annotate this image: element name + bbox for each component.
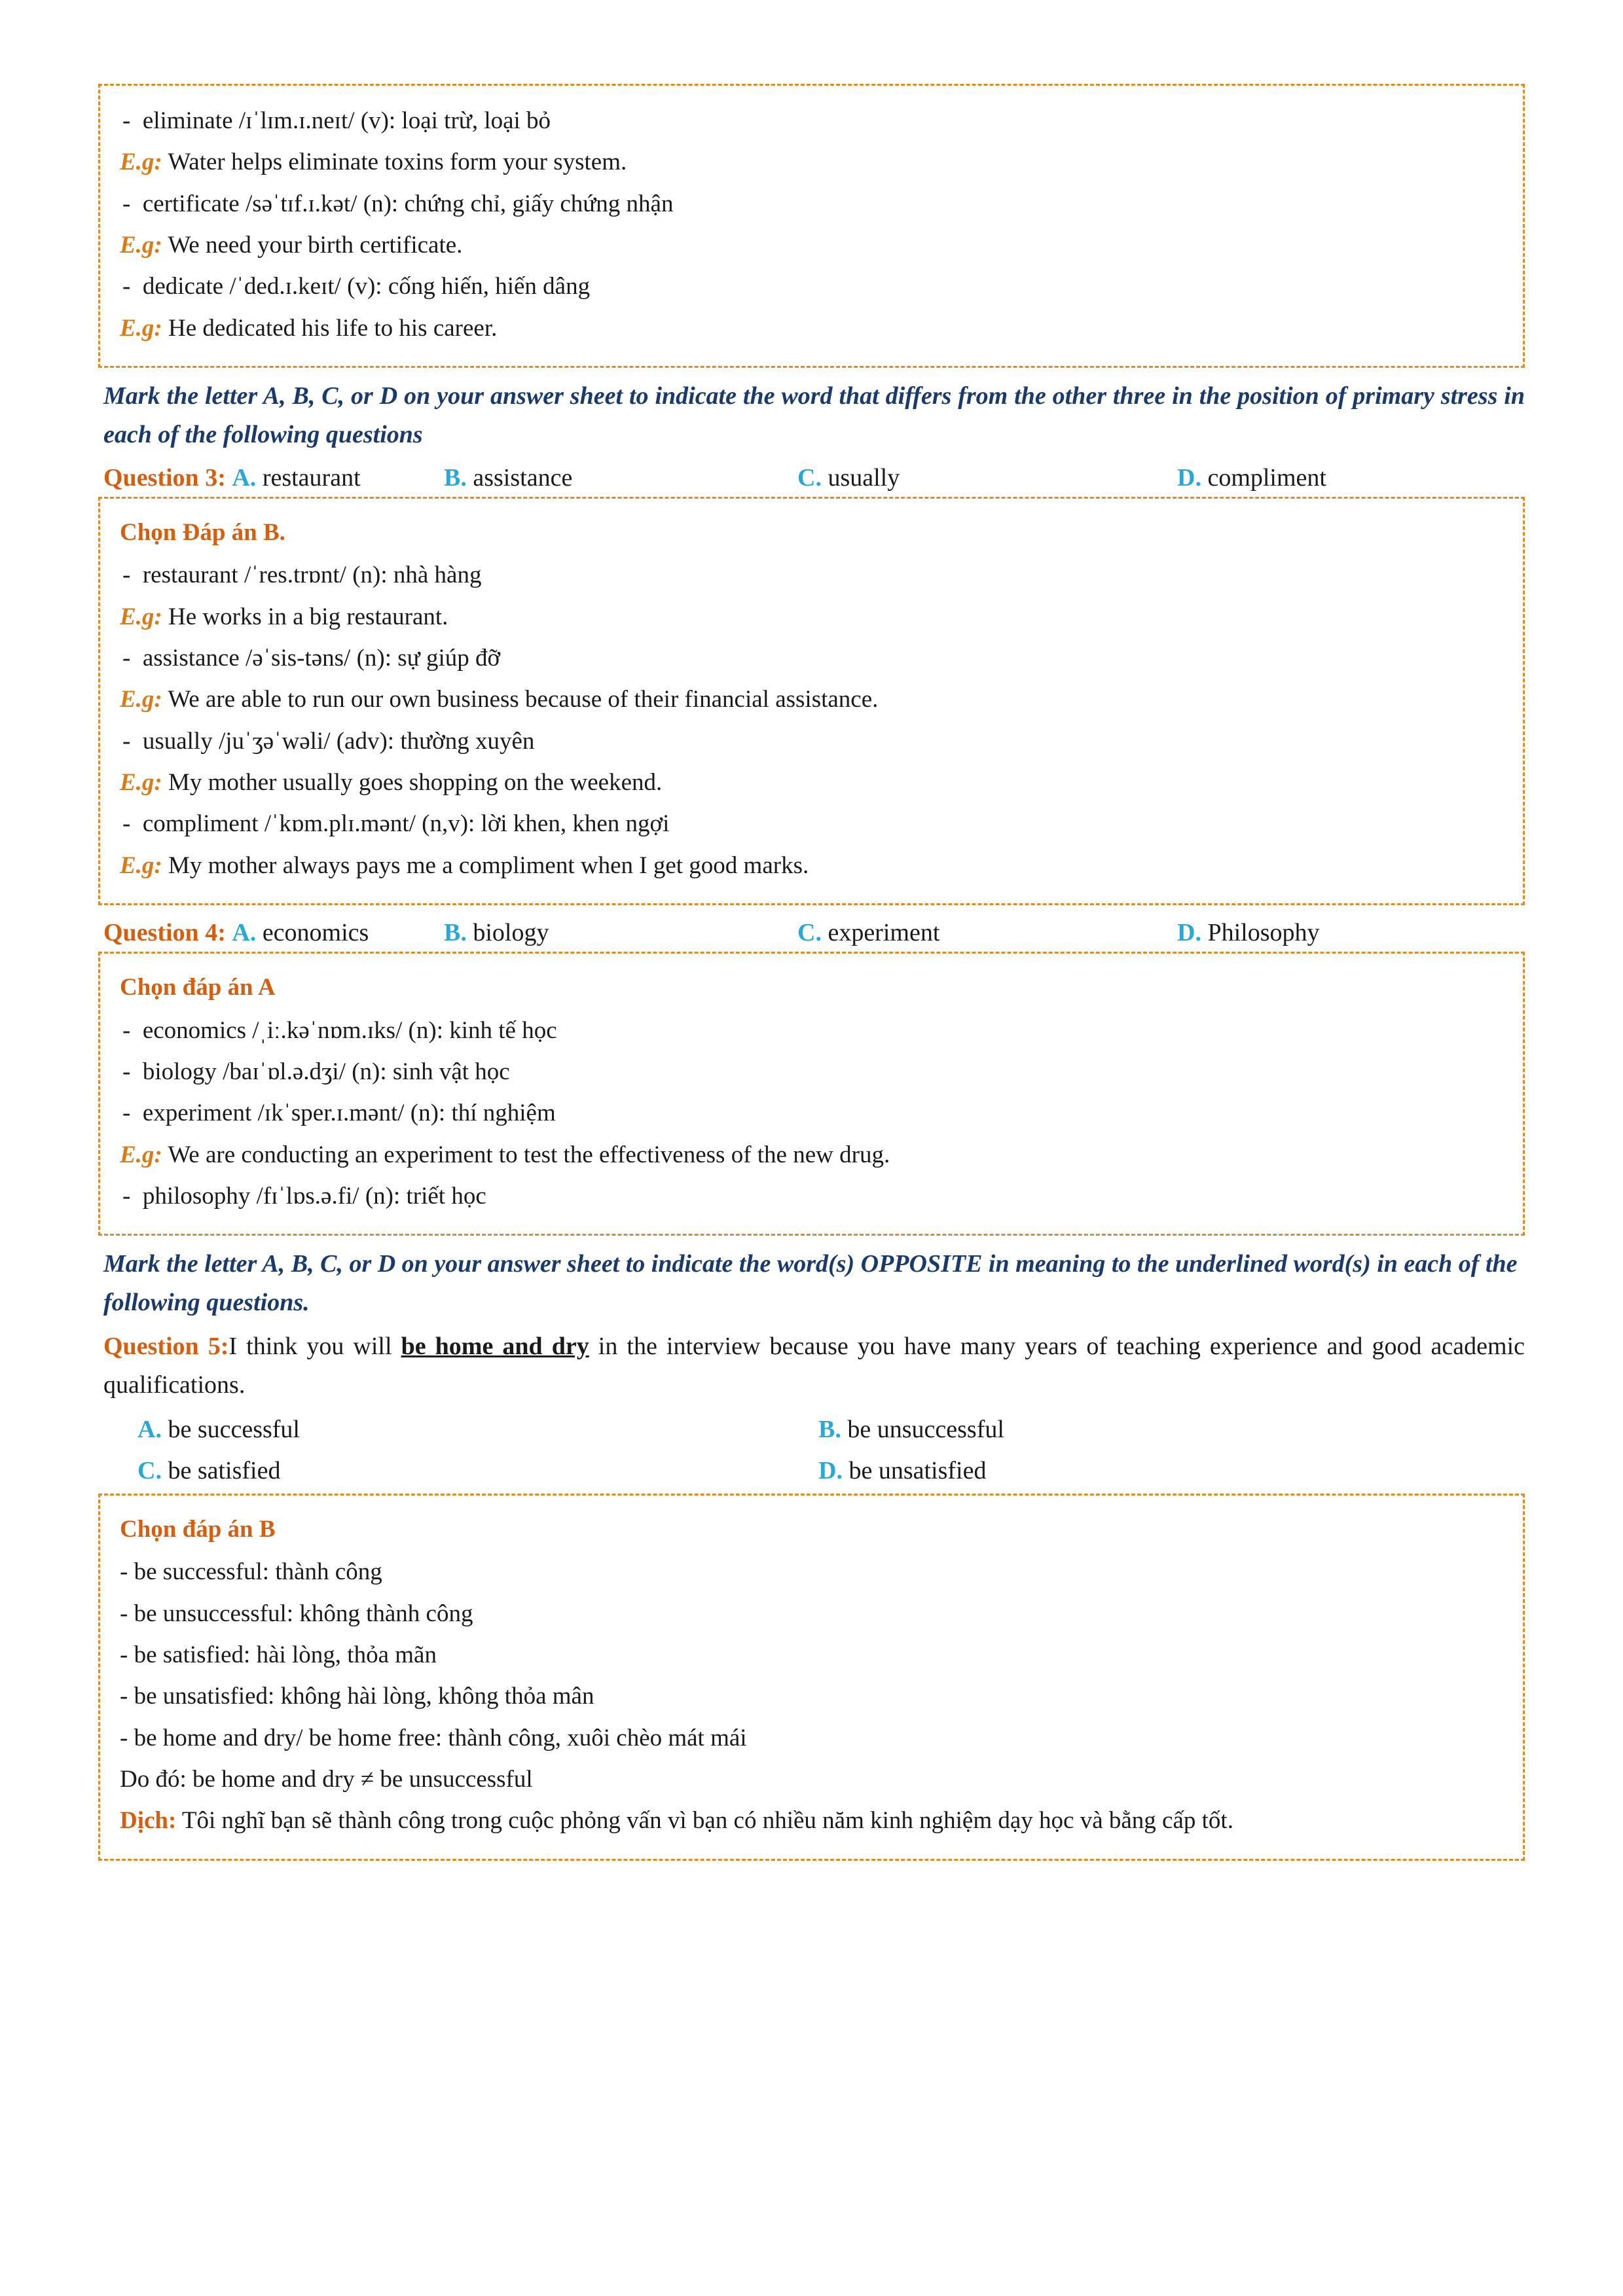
question-4-option-b[interactable] bbox=[444, 914, 797, 952]
question-3-label: Question 3: bbox=[103, 463, 226, 492]
answer-box-question-3 bbox=[98, 497, 1525, 905]
example-line bbox=[120, 762, 1503, 803]
question-3-option-d[interactable] bbox=[1177, 459, 1504, 497]
option-letter-d[interactable]: D. bbox=[1177, 919, 1201, 947]
option-letter-b[interactable]: B. bbox=[444, 463, 467, 492]
question-5-option-c[interactable] bbox=[137, 1452, 818, 1490]
vocab-text: economics /ˌiː.kəˈnɒm.ɪks/ (n): kinh tế học bbox=[142, 1016, 557, 1044]
question-4-label: Question 4: bbox=[103, 919, 226, 947]
option-text-b[interactable]: be unsuccessful bbox=[847, 1415, 1004, 1443]
vocab-line: - compliment /ˈkɒm.plɪ.mənt/ (n,v): lời khen, khen ngợi bbox=[122, 810, 670, 838]
question-5-option-d[interactable] bbox=[818, 1452, 1499, 1490]
vocab-line: - eliminate /ɪˈlɪm.ɪ.neɪt/ (v): loại trừ, loại bỏ bbox=[122, 107, 551, 134]
answer-box-question-5 bbox=[98, 1494, 1525, 1861]
vocab-text: philosophy /fɪˈlɒs.ə.fi/ (n): triết học bbox=[142, 1182, 486, 1210]
eg-label: E.g: bbox=[120, 686, 162, 713]
vocab-line: - restaurant /ˈres.trɒnt/ (n): nhà hàng bbox=[122, 562, 482, 589]
vocab-text: experiment /ɪkˈsper.ɪ.mənt/ (n): thí nghiệm bbox=[142, 1100, 556, 1127]
vocab-line: - experiment /ɪkˈsper.ɪ.mənt/ (n): thí nghiệm bbox=[122, 1100, 556, 1127]
eg-label: E.g: bbox=[120, 314, 162, 342]
option-letter-b[interactable]: B. bbox=[818, 1415, 841, 1443]
vocab-text: biology /baɪˈɒl.ə.dʒi/ (n): sinh vật học bbox=[142, 1058, 510, 1085]
example-text: Water helps eliminate toxins form your system. bbox=[168, 149, 627, 176]
translation-text: Tôi nghĩ bạn sẽ thành công trong cuộc phỏng vấn vì bạn có nhiều năm kinh nghiệm dạy học và bằng cấp tốt. bbox=[181, 1807, 1233, 1835]
option-text-a[interactable]: restaurant bbox=[262, 463, 361, 492]
option-text-d[interactable]: be unsatisfied bbox=[848, 1456, 987, 1484]
question-4-option-d[interactable] bbox=[1177, 914, 1504, 952]
example-text: He dedicated his life to his career. bbox=[168, 314, 498, 342]
vocab-line: - philosophy /fɪˈlɒs.ə.fi/ (n): triết học bbox=[122, 1182, 486, 1210]
question-5-option-a[interactable] bbox=[137, 1411, 818, 1448]
option-letter-c[interactable]: C. bbox=[137, 1456, 162, 1484]
question-5-options-row-2 bbox=[98, 1452, 1525, 1490]
option-text-d[interactable]: compliment bbox=[1207, 463, 1326, 492]
vocab-text: compliment /ˈkɒm.plɪ.mənt/ (n,v): lời khen, khen ngợi bbox=[142, 810, 670, 838]
option-letter-c[interactable]: C. bbox=[797, 919, 822, 947]
question-5-label: Question 5: bbox=[103, 1333, 229, 1361]
option-text-c[interactable]: be satisfied bbox=[168, 1456, 281, 1484]
option-text-a[interactable]: be successful bbox=[168, 1415, 300, 1443]
translation-label: Dịch: bbox=[120, 1807, 177, 1835]
vocab-text: certificate /səˈtɪf.ɪ.kət/ (n): chứng chỉ, giấy chứng nhận bbox=[142, 190, 674, 217]
instruction-opposite: Mark the letter A, B, C, or D on your answer sheet to indicate the word(s) OPPOSITE in meaning to the underlined word(s) in each of the following questions. bbox=[103, 1250, 1518, 1317]
question-5-stem-after: in the interview because you have many years of teaching experience and good academic qualifications. bbox=[103, 1333, 1525, 1399]
eg-label: E.g: bbox=[120, 769, 162, 797]
answer-heading: Chọn đáp án B bbox=[120, 1515, 276, 1543]
question-5-options-row-1 bbox=[98, 1411, 1525, 1448]
example-line bbox=[120, 308, 1503, 349]
answer-line: - be successful: thành công bbox=[120, 1558, 382, 1586]
vocab-text: restaurant /ˈres.trɒnt/ (n): nhà hàng bbox=[142, 562, 482, 589]
eg-label: E.g: bbox=[120, 1141, 162, 1168]
example-text: My mother always pays me a compliment when I get good marks. bbox=[168, 852, 809, 879]
vocab-box-1 bbox=[98, 84, 1525, 368]
vocab-text: eliminate /ɪˈlɪm.ɪ.neɪt/ (v): loại trừ, loại bỏ bbox=[142, 107, 551, 134]
example-line bbox=[120, 679, 1503, 720]
example-line bbox=[120, 1134, 1503, 1175]
question-3-row bbox=[98, 459, 1525, 497]
example-line bbox=[120, 141, 1503, 183]
answer-heading: Chọn Đáp án B. bbox=[120, 518, 285, 546]
vocab-text: assistance /əˈsis-təns/ (n): sự giúp đỡ bbox=[142, 645, 501, 672]
example-line bbox=[120, 224, 1503, 266]
example-text: We need your birth certificate. bbox=[168, 232, 463, 259]
question-4-option-c[interactable] bbox=[797, 914, 1177, 952]
eg-label: E.g: bbox=[120, 232, 162, 259]
question-5-option-b[interactable] bbox=[818, 1411, 1499, 1448]
answer-box-question-4 bbox=[98, 952, 1525, 1236]
option-letter-a[interactable]: A. bbox=[137, 1415, 162, 1443]
question-3-option-c[interactable] bbox=[797, 459, 1177, 497]
vocab-text: dedicate /ˈded.ɪ.keɪt/ (v): cống hiến, hiến dâng bbox=[142, 273, 591, 300]
vocab-line: - biology /baɪˈɒl.ə.dʒi/ (n): sinh vật học bbox=[122, 1058, 510, 1085]
vocab-line: - dedicate /ˈded.ɪ.keɪt/ (v): cống hiến, hiến dâng bbox=[122, 273, 591, 300]
translation-line bbox=[120, 1800, 1503, 1841]
example-text: We are able to run our own business because of their financial assistance. bbox=[168, 686, 879, 713]
eg-label: E.g: bbox=[120, 149, 162, 176]
instruction-stress: Mark the letter A, B, C, or D on your answer sheet to indicate the word that differs from the other three in the position of primary stress in each of the following questions bbox=[103, 382, 1525, 448]
option-text-b[interactable]: assistance bbox=[473, 463, 573, 492]
question-5-stem-before: I think you will bbox=[228, 1333, 401, 1361]
question-5-stem bbox=[98, 1327, 1525, 1405]
question-5-underlined-phrase: be home and dry bbox=[401, 1333, 589, 1361]
example-text: My mother usually goes shopping on the weekend. bbox=[168, 769, 663, 797]
question-3-option-b[interactable] bbox=[444, 459, 797, 497]
example-text: He works in a big restaurant. bbox=[168, 603, 448, 630]
option-letter-a[interactable]: A. bbox=[232, 919, 257, 947]
example-text: We are conducting an experiment to test the effectiveness of the new drug. bbox=[168, 1141, 890, 1168]
answer-heading: Chọn đáp án A bbox=[120, 974, 276, 1001]
option-letter-d[interactable]: D. bbox=[1177, 463, 1201, 492]
vocab-line: - economics /ˌiː.kəˈnɒm.ɪks/ (n): kinh tế học bbox=[122, 1016, 557, 1044]
answer-line: - be satisfied: hài lòng, thỏa mãn bbox=[120, 1641, 437, 1669]
example-line bbox=[120, 596, 1503, 637]
option-letter-a[interactable]: A. bbox=[232, 463, 257, 492]
option-letter-d[interactable]: D. bbox=[818, 1456, 843, 1484]
option-text-d[interactable]: Philosophy bbox=[1207, 919, 1320, 947]
vocab-text: usually /juˈʒəˈwəli/ (adv): thường xuyên bbox=[142, 727, 535, 755]
question-3-label-and-option-a bbox=[103, 459, 444, 497]
example-line bbox=[120, 845, 1503, 886]
answer-line-conclusion: Do đó: be home and dry ≠ be unsuccessful bbox=[120, 1766, 533, 1793]
eg-label: E.g: bbox=[120, 852, 162, 879]
option-text-b[interactable]: biology bbox=[473, 919, 549, 947]
vocab-line: - assistance /əˈsis-təns/ (n): sự giúp đỡ bbox=[122, 645, 501, 672]
eg-label: E.g: bbox=[120, 603, 162, 630]
option-letter-c[interactable]: C. bbox=[797, 463, 822, 492]
option-text-c[interactable]: experiment bbox=[828, 919, 940, 947]
question-4-label-and-option-a bbox=[103, 914, 444, 952]
option-text-a[interactable]: economics bbox=[262, 919, 369, 947]
option-text-c[interactable]: usually bbox=[828, 463, 900, 492]
answer-line: - be home and dry/ be home free: thành công, xuôi chèo mát mái bbox=[120, 1724, 747, 1751]
option-letter-b[interactable]: B. bbox=[444, 919, 467, 947]
answer-line: - be unsuccessful: không thành công bbox=[120, 1600, 473, 1627]
vocab-line: - usually /juˈʒəˈwəli/ (adv): thường xuyên bbox=[122, 727, 535, 755]
vocab-line: - certificate /səˈtɪf.ɪ.kət/ (n): chứng chỉ, giấy chứng nhận bbox=[122, 190, 674, 217]
question-4-row bbox=[98, 914, 1525, 952]
answer-line: - be unsatisfied: không hài lòng, không thỏa mân bbox=[120, 1683, 594, 1710]
